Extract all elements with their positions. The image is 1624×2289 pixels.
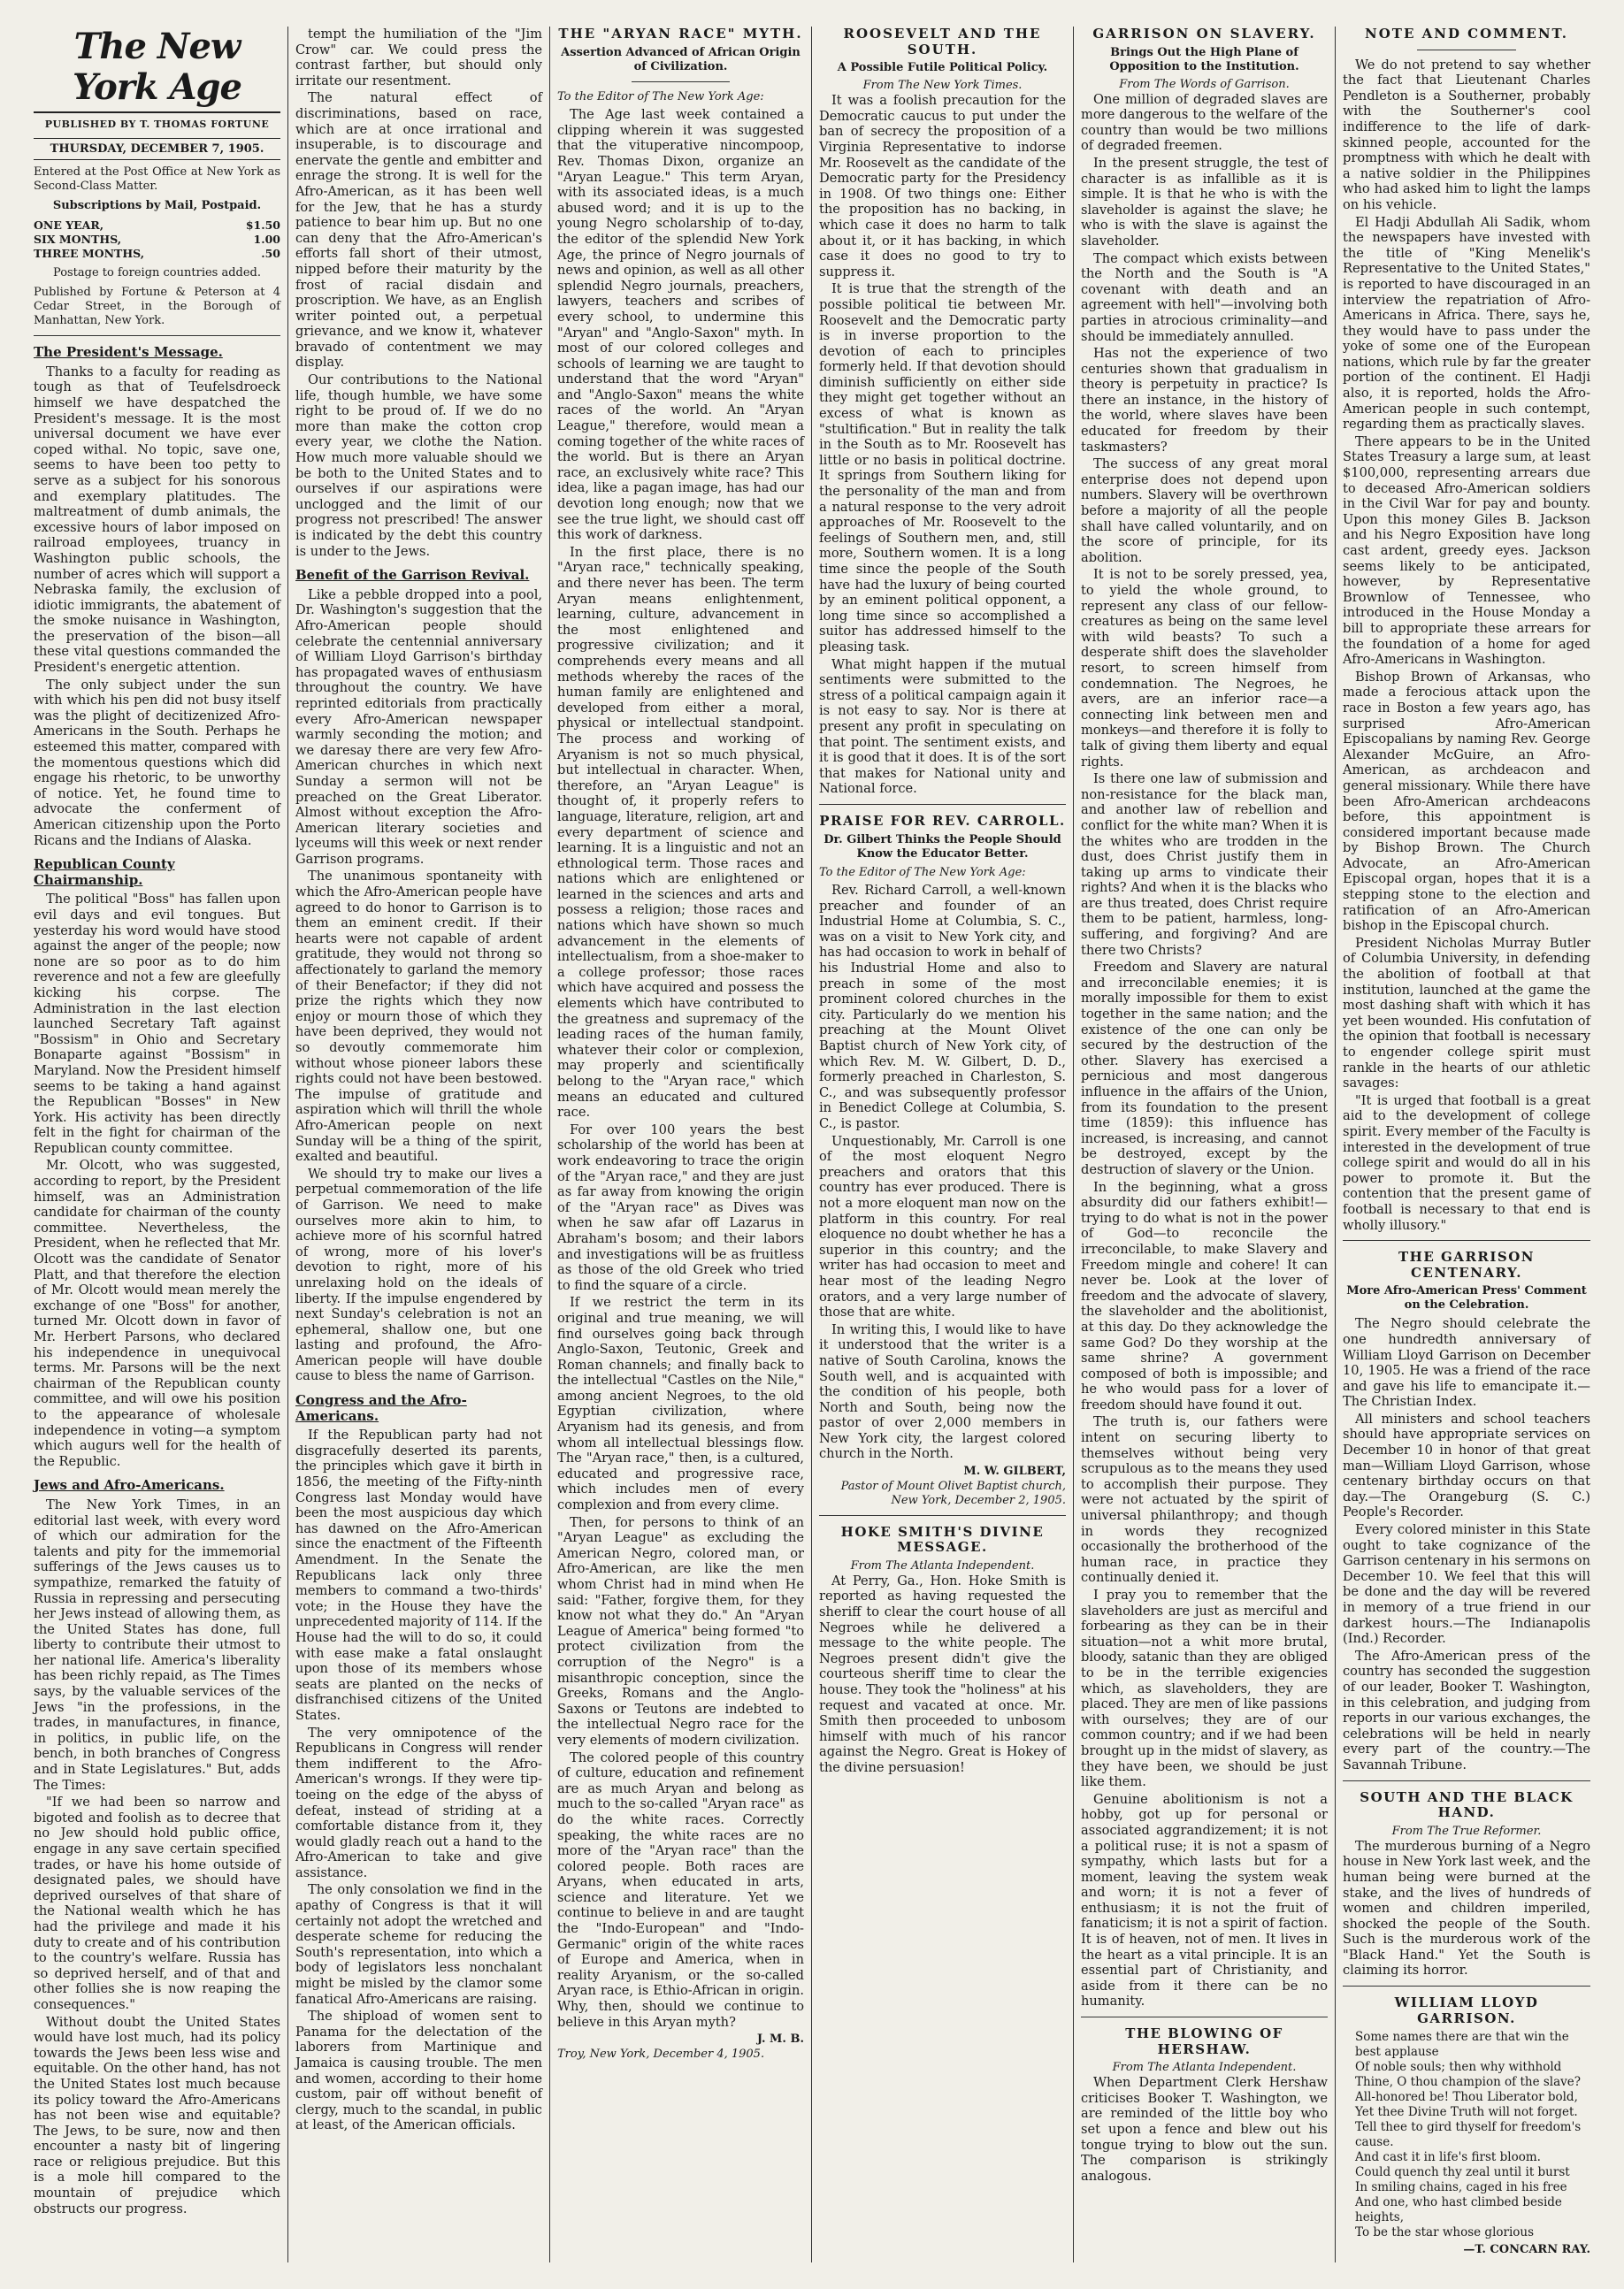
poem-line: Thine, O thou champion of the slave?: [1355, 2075, 1582, 2090]
signature-initials: J. M. B.: [756, 2033, 804, 2047]
divider: [819, 1515, 1066, 1516]
article-source: From The New York Times.: [862, 79, 1023, 93]
article-title: GARRISON ON SLAVERY.: [1092, 27, 1316, 42]
column-2: [288, 27, 550, 2262]
poem-line: heights,: [1355, 2210, 1404, 2225]
postage-note: Postage to foreign countries added.: [52, 266, 262, 280]
column-5: [1074, 27, 1336, 2262]
article-paragraph: Unquestionably, Mr. Carroll is one of the most eloquent Negro preachers and orators that this country has ever produced. There is not a more eloquent man now on the platform in this country. For real eloquence no doubt whether he has a superior in this country; and the writer has had occasion to meet and hear most of the leading Negro orators, and a very large number of those that are white.: [819, 1133, 1066, 1321]
article-title: ROOSEVELT AND THE SOUTH.: [843, 27, 1042, 57]
divider: [819, 804, 1066, 805]
article-paragraph: The only consolation we find in the apathy of Congress is that it will certainly not adopt the wretched and desperate scheme for reducing the South's representation, into which a body of legislators less nonchalant might be misled by the clamor some fanatical Afro-Americans are raising.: [295, 1882, 542, 2007]
poem: [1343, 2030, 1590, 2240]
article-paragraph: All ministers and school teachers should have appropriate services on December 10 in honor of that great man—William Lloyd Garrison, whose centenary birthday occurs on that day.—The Orangeburg (S. C.) People's Recorder.: [1343, 1411, 1590, 1520]
article-paragraph: Is there one law of submission and non-resistance for the black man, and another law of rebellion and conflict for the white man? When it is the whites who are trodden in the dust, does Christ justify them in taking up arms to vindicate their rights? And when it is the blacks who are thus treated, does Christ require them to be patient, harmless, long-suffering, and forgiving? And are there two Christs?: [1081, 771, 1328, 958]
article-paragraph: The Negro should celebrate the one hundredth anniversary of William Lloyd Garrison on December 10, 1905. He was a friend of the race and gave his life to emancipate it.—The Christian Index.: [1343, 1316, 1590, 1410]
article-paragraph: The Age last week contained a clipping wherein it was suggested that the vituperative nincompoop, Rev. Thomas Dixon, organize an "Aryan League." This term Aryan, with its associated ideas, is a much abused word; and it is up to the young Negro scholarship of to-day, the editor of the splendid New York Age, the prince of Negro journals of news and opinion, as well as all other splendid Negro journals, preachers, lawyers, teachers and scribes of every school, to undermine this "Aryan" and "Anglo-Saxon" myth. In most of our colored colleges and schools of learning we are taught to understand that the word "Aryan" and "Anglo-Saxon" means the white races of the world. An "Aryan League," therefore, would mean a coming together of the white races of the world. But is there an Aryan race, an exclusively white race? This idea, like a pagan image, has had our devotion long enough; now that we see the true light, we should cast off this work of darkness.: [557, 107, 804, 543]
article-paragraph: Every colored minister in this State ought to take cognizance of the Garrison centenary in his sermons on December 10. We feel that this will be done and the day will be revered in memory of a true friend in our darkest hours.—The Indianapolis (Ind.) Recorder.: [1343, 1522, 1590, 1647]
article-paragraph: At Perry, Ga., Hon. Hoke Smith is reported as having requested the sheriff to clear the court house of all Negroes while he delivered a message to the white people. The Negroes present didn't give the courteous sheriff time to clear the house. They took the "holiness" at his request and vacated at once. Mr. Smith then proceeded to unbosom himself with much of his rancor against the Negro. Great is Hokey of the divine persuasion!: [819, 1573, 1066, 1775]
column-3: [550, 27, 812, 2262]
article-subhead: Assertion Advanced of African Origin of Civilization.: [561, 45, 801, 73]
column-1: [27, 27, 288, 2262]
article-paragraph: Mr. Olcott, who was suggested, according to report, by the President himself, was an Administration candidate for chairman of the county committee. Nevertheless, the President, when he reflected that Mr. Olcott was the candidate of Senator Platt, and that therefore the election of Mr. Olcott would mean merely the exchange of one "Boss" for another, turned Mr. Olcott down in favor of Mr. Herbert Parsons, who declared his independence in unequivocal terms. Mr. Parsons will be the next chairman of the Republican county committee, and will owe his position to the appearance of wholesale independence in voting—a symptom which augurs well for the health of the Republic.: [34, 1158, 280, 1469]
article-subhead: More Afro-American Press' Comment on the Celebration.: [1346, 1284, 1587, 1313]
article-paragraph: Then, for persons to think of an "Aryan League" as excluding the American Negro, colored man, or Afro-American, are like the men whom Christ had in mind when He said: "Father, forgive them, for they know not what they do." An "Aryan League of America" being formed "to protect civilization from the corruption of the Negro" is a misanthropic conception, since the Greeks, Romans and the Anglo-Saxons or Teutons are indebted to the intellectual Negro race for the very elements of modern civilization.: [557, 1514, 804, 1748]
article-paragraph: When Department Clerk Hershaw criticises Booker T. Washington, we are reminded of the little boy who set upon a fence and blew out his tongue trying to blow out the sun. The comparison is strikingly analogous.: [1081, 2075, 1328, 2184]
article-paragraph: In the first place, there is no "Aryan race," technically speaking, and there never has been. The term Aryan means enlightenment, learning, culture, advancement in the most enlightened and progressive civilization; and it comprehends every means and all methods whereby the races of the human family are enlightened and developed from either a moral, physical or intellectual standpoint. The process and working of Aryanism is not so much physical, but intellectual in character. When, therefore, an "Aryan League" is thought of, it properly refers to language, literature, religion, art and every department of science and learning. It is a linguistic and not an ethnological term. Those races and nations which are enlightened or learned in the sciences and arts and possess a religion; those races and nations which have shown so much advancement in the elements of intellectualism, from a shoe-maker to a college professor; those races which have acquired and possess the elements which have contributed to the greatness and supremacy of the leading races of the human family, whatever their color or complexion, may properly and scientifically belong to the "Aryan race," which means an educated and cultured race.: [557, 544, 804, 1121]
article-paragraph: Bishop Brown of Arkansas, who made a ferocious attack upon the race in Boston a few years ago, has surprised Afro-American Episcopalians by naming Rev. George Alexander McGuire, an Afro-American, as archdeacon and general missionary. While there have been Afro-American archdeacons before, this appointment is considered important because made by Bishop Brown. The Church Advocate, an Afro-American Episcopal organ, hopes that it is a stepping stone to the election and ratification of an Afro-American bishop in the Episcopal church.: [1343, 669, 1590, 934]
article-paragraph: It is not to be sorely pressed, yea, to yield the whole ground, to represent any class of our fellow-creatures as being on the same level with wild beasts? To such a desperate shift does the slaveholder resort, to screen himself from condemnation. The Negroes, he avers, are an inferior race—a connecting link between men and monkeys—and therefore it is folly to talk of giving them liberty and equal rights.: [1081, 567, 1328, 769]
article-paragraph: The success of any great moral enterprise does not depend upon numbers. Slavery will be overthrown before a majority of all the people shall have called voluntarily, and on the score of principle, for its abolition.: [1081, 456, 1328, 565]
article-paragraph: There appears to be in the United States Treasury a large sum, at least $100,000, representing arrears due to deceased Afro-American soldiers in the Civil War for pay and bounty. Upon this money Giles B. Jackson and his Negro Exposition have long cast ardent, greedy eyes. Jackson seems likely to be anticipated, however, by Representative Brownlow of Tennessee, who introduced in the House Monday a bill to appropriate these arrears for the foundation of a home for aged Afro-Americans in Washington.: [1343, 433, 1590, 668]
article-paragraph: The very omnipotence of the Republicans in Congress will render them indifferent to the Afro-American's wrongs. If they were tip-toeing on the edge of the abyss of defeat, instead of striding at a comfortable distance from it, they would gladly reach out a hand to the Afro-American to take and give assistance.: [295, 1725, 542, 1880]
divider: [1343, 1780, 1590, 1781]
article-paragraph: One million of degraded slaves are more dangerous to the welfare of the country than would be two millions of degraded freemen.: [1081, 91, 1328, 154]
article-paragraph: What might happen if the mutual sentiments were submitted to the stress of a political campaign again it is not easy to say. Nor is there at present any profit in speculating on that point. The sentiment exists, and it is good that it does. It is of the sort that makes for National unity and National force.: [819, 656, 1066, 797]
signature-title: Pastor of Mount Olivet Baptist church, New York, December 2, 1905.: [840, 1479, 1066, 1507]
article-paragraph: President Nicholas Murray Butler of Columbia University, in defending the abolition of football at that institution, launched at the game the most dashing shaft with which it has yet been wounded. His confutation of the opinion that football is necessary to engender college spirit must rankle in the hearts of our athletic savages:: [1343, 935, 1590, 1091]
article-paragraph: Rev. Richard Carroll, a well-known preacher and founder of an Industrial Home at Columbia, S. C., was on a visit to New York city, and has had occasion to work in behalf of his Industrial Home and also to preach in some of the most prominent colored churches in the city. Particularly do we mention his preaching at the Mount Olivet Baptist church of New York city, of which Rev. M. W. Gilbert, D. D., formerly preached in Charleston, S. C., and was subsequently professor in Benedict College at Columbia, S. C., is pastor.: [819, 883, 1066, 1131]
poem-line: Some names there are that win the best applause: [1355, 2030, 1569, 2060]
article-title: NOTE AND COMMENT.: [1365, 27, 1568, 42]
article-paragraph: The only subject under the sun with which his pen did not busy itself was the plight of decitizenized Afro-Americans in the South. Perhaps he esteemed this matter, compared with the momentous questions which did engage his rhetoric, to be unworthy of notice. Yet, he found time to advocate the conferment of American citizenship upon the Porto Ricans and the Indians of Alaska.: [34, 677, 280, 848]
article-subhead: Dr. Gilbert Thinks the People Should Know the Educator Better.: [823, 832, 1061, 861]
article-heading: Jews and Afro-Americans.: [34, 1477, 225, 1494]
article-paragraph: "If we had been so narrow and bigoted and foolish as to decree that no Jew should hold public office, engage in any save certain specified trades, or have his home outside of designated pales, we should have deprived ourselves of that share of the National wealth which he has had the privilege and made it his duty to create and of his contribution to the country's welfare. Russia has so deprived herself, and of that and other follies she is now reaping the consequences.": [34, 1795, 280, 2012]
poem-line: Could quench thy zeal until it burst: [1355, 2165, 1570, 2180]
article-paragraph: The natural effect of discriminations, based on race, which are at once irrational and insuperable, is to discourage and enervate the gentle and embitter and enrage the strong. It is well for the Afro-American, as it has been well for the Jew, that he has a sturdy patience to bear him up. But no one can deny that the Afro-American's efforts fall short of their utmost, nipped before their maturity by the frost of racial disdain and proscription. We have, as an English writer pointed out, a perpetual grievance, and we know it, whatever bravado of contentment we may display.: [295, 90, 542, 371]
article-heading: Republican County Chairmanship.: [34, 856, 175, 888]
poem-signature: —T. CONCARN RAY.: [1463, 2243, 1590, 2257]
poem-line: And cast it in life's first bloom.: [1355, 2150, 1541, 2165]
article-title: THE GARRISON CENTENARY.: [1398, 1249, 1535, 1281]
article-paragraph: Without doubt the United States would have lost much, had its policy towards the Jews been less wise and equitable. On the other hand, has not the United States lost much because its policy toward the Afro-Americans has not been wise and equitable? The Jews, to be sure, now and then encounter a nasty bit of lingering race or religious prejudice. But this is a mole hill compared to the mountain of prejudice which obstructs our progress.: [34, 2014, 280, 2216]
poem-line: And one, who hast climbed beside: [1355, 2195, 1562, 2210]
article-paragraph: It is true that the strength of the possible political tie between Mr. Roosevelt and the Democratic party is in inverse proportion to the devotion of each to principles formerly held. If that devotion should diminish sufficiently on either side they might get together without an excess of what is known as "stultification." But in reality the talk in the South as to Mr. Roosevelt has little or no basis in political doctrine. It springs from Southern liking for the personality of the man and from a natural response to the very adroit approaches of Mr. Roosevelt to the feelings of Southern men, and, still more, Southern women. It is a long time since the people of the South have had the luxury of being courted by an eminent political opponent, a long time since so accomplished a suitor has addressed himself to the pleasing task.: [819, 281, 1066, 655]
article-paragraph: Our contributions to the National life, though humble, we have some right to be proud of. If we do no more than make the cotton crop every year, we clothe the Nation. How much more valuable should we be both to the United States and to ourselves if our aspirations were unclogged and the limit of our progress not prescribed! The answer is indicated by the debt this country is under to the Jews.: [295, 372, 542, 559]
article-paragraph: If the Republican party had not disgracefully deserted its parents, the principles which gave it birth in 1856, the meeting of the Fifty-ninth Congress last Monday would have been the most auspicious day which has dawned on the Afro-American since the enactment of the Fifteenth Amendment. In the Senate the Republicans lack only three members to command a two-thirds' vote; in the House they have the unprecedented majority of 114. If the House had the will to do so, it could with ease make a fatal onslaught upon those of its members whose seats are planted on the necks of disfranchised citizens of the United States.: [295, 1428, 542, 1723]
article-paragraph: The murderous burning of a Negro house in New York last week, and the human being were burned at the stake, and the lives of hundreds of women and children imperiled, shocked the people of the South. Such is the murderous work of the "Black Hand." Yet the South is claiming its horror.: [1343, 1838, 1590, 1979]
article-source: From The Atlanta Independent.: [1112, 2061, 1297, 2075]
divider: [1343, 1986, 1590, 1987]
poem-line: In smiling chains, caged in his free: [1355, 2180, 1567, 2195]
article-paragraph: The Afro-American press of the country has seconded the suggestion of our leader, Booker T. Washington, in this celebration, and judging from reports in our various exchanges, the celebrations will be held in nearly every part of the country.—The Savannah Tribune.: [1343, 1648, 1590, 1772]
entered-notice: Entered at the Post Office at New York as Second-Class Matter.: [34, 165, 280, 194]
article-paragraph: For over 100 years the best scholarship of the world has been at work endeavoring to trace the origin of the "Aryan race," and they are just as far away from knowing the origin of the "Aryan race" as Dives was when he saw afar off Lazarus in Abraham's bosom; and their labors and investigations will be as fruitless as those of the old Greek who tried to find the square of a circle.: [557, 1122, 804, 1293]
article-paragraph: It was a foolish precaution for the Democratic caucus to put under the ban of secrecy the proposition of a Virginia Representative to indorse Mr. Roosevelt as the candidate of the Democratic party for the Presidency in 1908. Of two things one: Either the proposition has no backing, in which case it does no harm to talk about it, or it has backing, in which case it does no good to try to suppress it.: [819, 93, 1066, 279]
article-paragraph: The political "Boss" has fallen upon evil days and evil tongues. But yesterday his word would have stood against the anger of the people; now none are so poor as to do him reverence and not a few are gleefully kicking his corpse. The Administration in the last election launched Secretary Taft against "Bossism" in Ohio and Secretary Bonaparte against "Bossism" in Maryland. Now the President himself seems to be taking a hand against the Republican "Bosses" in New York. His activity has been directly felt in the fight for chairman of the Republican county committee.: [34, 892, 280, 1156]
article-paragraph: The compact which exists between the North and the South is "A covenant with death and an agreement with hell"—involving both parties in atrocious criminality—and should be immediately annulled.: [1081, 250, 1328, 344]
article-paragraph: I pray you to remember that the slaveholders are just as merciful and forbearing as they can be in their situation—not a whit more brutal, bloody, satanic than they are obliged to be in the terrible exigencies which, as slaveholders, they are placed. They are men of like passions with ourselves; they are of our common country; and if we had been brought up in the midst of slavery, as they have been, we should be just like them.: [1081, 1588, 1328, 1790]
rate-row: SIX MONTHS, 1.00: [34, 233, 280, 247]
issue-date: THURSDAY, DECEMBER 7, 1905.: [34, 138, 280, 161]
article-paragraph: The shipload of women sent to Panama for the delectation of the laborers from Martinique and Jamaica is causing trouble. The men and women, according to their home custom, pair off without benefit of clergy, much to the scandal, in public at least, of the American officials.: [295, 2009, 542, 2133]
article-paragraph: In the present struggle, the test of character is as infallible as it is simple. It is that he who is with the slaveholder is against the slave; he who is with the slave is against the slaveholder.: [1081, 155, 1328, 249]
article-title: SOUTH AND THE BLACK HAND.: [1360, 1788, 1574, 1821]
article-paragraph: The colored people of this country of culture, education and refinement are as much Aryan and belong as much to the so-called "Aryan race" as do the white races. Correctly speaking, the white races are no more of the "Aryan race" than the colored people. Both races are Aryans, when educated in arts, science and literature. Yet we continue to believe in and are taught the "Indo-European" and "Indo-Germanic" origin of the white races of Europe and America, when in reality Aryanism, or the so-called Aryan race, is Ethio-African in origin. Why, then, should we continue to believe in this Aryan myth?: [557, 1749, 804, 2030]
published-by: PUBLISHED BY T. THOMAS FORTUNE: [44, 119, 270, 130]
poem-line: Of noble souls; then why withhold: [1355, 2060, 1562, 2075]
article-title: WILLIAM LLOYD GARRISON.: [1394, 1994, 1539, 2026]
article-subhead: Brings Out the High Plane of Opposition to the Institution.: [1109, 45, 1299, 73]
salutation: To the Editor of The New York Age:: [819, 865, 1026, 879]
article-heading: The President's Message.: [34, 344, 223, 361]
article-paragraph: The unanimous spontaneity with which the Afro-American people have agreed to do honor to Garrison is to them an eminent credit. If their hearts were not capable of ardent gratitude, they would not throng so affectionately to garland the memory of their Benefactor; if they did not prize the rights which they now enjoy or mourn those of which they have been deprived, they would not so devoutly commemorate him without whose pioneer labors these rights could not have been bestowed. The impulse of gratitude and aspiration which will thrill the whole Afro-American people on next Sunday will be a thing of the spirit, exalted and beautiful.: [295, 869, 542, 1165]
article-paragraph: The New York Times, in an editorial last week, with every word of which our admiration for the talents and pity for the immemorial sufferings of the Jews causes us to sympathize, remarked the fatuity of Russia in repressing and persecuting her Jews instead of allowing them, as the United States has done, full liberty to contribute their utmost to her national life. America's liberality has been richly repaid, as The Times says, by the valuable services of the Jews "in the professions, in the trades, in manufactures, in finance, in politics, in public life, on the bench, in both branches of Congress and in State Legislatures." But, adds The Times:: [34, 1497, 280, 1793]
article-paragraph: We should try to make our lives a perpetual commemoration of the life of Garrison. We need to make ourselves more akin to him, to achieve more of his scornful hatred of wrong, more of his lover's devotion to right, more of his unrelaxing hold on the ideals of liberty. If the impulse engendered by next Sunday's celebration is not an ephemeral, shallow one, but one lasting and profound, the Afro-American people will have double cause to bless the name of Garrison.: [295, 1166, 542, 1384]
poem-line: Yet thee Divine Truth will not forget.: [1355, 2105, 1578, 2120]
article-paragraph: Like a pebble dropped into a pool, Dr. Washington's suggestion that the Afro-American people should celebrate the centennial anniversary of William Lloyd Garrison's birthday has propagated waves of enthusiasm throughout the country. We have reprinted editorials from practically every Afro-American newspaper warmly seconding the motion; and we daresay there are very few Afro-American churches in which next Sunday a sermon will not be preached on the Great Liberator. Almost without exception the Afro-American literary societies and lyceums will this week or next render Garrison programs.: [295, 586, 542, 867]
divider: [632, 81, 731, 82]
column-4: [812, 27, 1074, 2262]
article-source: From The Words of Garrison.: [1119, 77, 1290, 91]
article-paragraph: Freedom and Slavery are natural and irreconcilable enemies; it is morally impossible for them to exist together in the same nation; and the existence of the one can only be secured by the destruction of the other. Slavery has exercised a pernicious and most dangerous influence in the affairs of the Union, from its foundation to the present time (1859): this influence has increased, is increasing, and cannot be destroyed, except by the destruction of slavery or the Union.: [1081, 960, 1328, 1177]
subscription-rates: [34, 218, 280, 261]
subscriptions-heading: Subscriptions by Mail, Postpaid.: [52, 199, 262, 213]
article-source: From The True Reformer.: [1391, 1824, 1542, 1838]
article-title: THE BLOWING OF HERSHAW.: [1125, 2025, 1283, 2057]
article-paragraph: Has not the experience of two centuries shown that gradualism in theory is perpetuity in practice? Is there an instance, in the history of the world, where slaves have been educated for freedom by their taskmasters?: [1081, 346, 1328, 455]
article-paragraph: Genuine abolitionism is not a hobby, got up for personal or associated aggrandizement; it is not a political ruse; it is not a spasm of sympathy, which lasts but for a moment, leaving the system weak and worn; it is not a fever of enthusiasm; it is not the fruit of fanaticism; it is not a spirit of faction. It is of heaven, not of men. It lives in the heart as a vital principle. It is an essential part of Christianity, and aside from it there can be no humanity.: [1081, 1791, 1328, 2010]
poem-line: To be the star whose glorious: [1355, 2225, 1535, 2240]
publisher-note: Published by Fortune & Peterson at 4 Cedar Street, in the Borough of Manhattan, New York.: [34, 286, 280, 328]
newspaper-page: [27, 27, 1601, 2262]
salutation: To the Editor of The New York Age:: [557, 89, 764, 103]
divider: [34, 335, 280, 336]
article-paragraph: We do not pretend to say whether the fact that Lieutenant Charles Pendleton is a Southerner, probably with the Southerner's cool indifference to the life of dark-skinned people, accounted for the promptness with which he dealt with a native soldier in the Philippines who had asked him to light the lamps on his vehicle.: [1343, 57, 1590, 212]
article-title: HOKE SMITH'S DIVINE MESSAGE.: [840, 1523, 1045, 1556]
rate-row: THREE MONTHS, .50: [34, 247, 280, 261]
article-paragraph: If we restrict the term in its original and true meaning, we will find ourselves going back through Anglo-Saxon, Teutonic, Greek and Roman channels; and finally back to the intellectual "Castles on the Nile," among ancient Negroes, to the old Egyptian civilization, where Aryanism had its genesis, and from whom all intellectual blessings flow. The "Aryan race," then, is a cultured, educated and progressive race, which includes men of every complexion and from every clime.: [557, 1295, 804, 1513]
article-paragraph: Thanks to a faculty for reading as tough as that of Teufelsdroeck himself we have despatched the President's message. It is the most universal document we have ever coped withal. No topic, save one, seems to have been too petty to serve as a subject for his sonorous and exemplary platitudes. The maltreatment of dumb animals, the excessive hours of labor imposed on railroad employees, truancy in Washington public schools, the number of acres which will support a Nebraska family, the exclusion of idiotic immigrants, the abatement of the smoke nuisance in Washington, the preservation of the bison—all these vital questions commanded the President's energetic attention.: [34, 364, 280, 676]
rate-row: ONE YEAR, $1.50: [34, 218, 280, 233]
poem-line: Tell thee to gird thyself for freedom's cause.: [1355, 2120, 1582, 2150]
article-paragraph: In writing this, I would like to have it understood that the writer is a native of South Carolina, knows the South well, and is acquainted with the condition of his people, both North and South, being now the pastor of over 2,000 members in New York city, the largest colored church in the North.: [819, 1321, 1066, 1462]
article-heading: Congress and the Afro-Americans.: [295, 1392, 467, 1424]
article-subhead: A Possible Futile Political Policy.: [837, 61, 1048, 75]
article-paragraph: El Hadji Abdullah Ali Sadik, whom the newspapers have invested with the title of "King Menelik's Representative to the United States," is reported to have discouraged in an interview the repatriation of Afro-Americans in Africa. There, says he, they would have to pass under the yoke of some one of the European nations, which rule by far the greater portion of the continent. El Hadji also, it is reported, holds the Afro-American people in such contempt, regarding them as practically slaves.: [1343, 214, 1590, 433]
article-source: From The Atlanta Independent.: [850, 1558, 1035, 1573]
divider: [1343, 1240, 1590, 1241]
article-title: PRAISE FOR REV. CARROLL.: [819, 812, 1066, 829]
article-title: THE "ARYAN RACE" MYTH.: [558, 27, 803, 42]
poem-line: All-honored be! Thou Liberator bold,: [1355, 2090, 1578, 2105]
signature-place: Troy, New York, December 4, 1905.: [557, 2047, 765, 2061]
signature-name: M. W. GILBERT,: [963, 1465, 1066, 1479]
article-paragraph: "It is urged that football is a great aid to the development of college spirit. Every member of the Faculty is interested in the development of true college spirit and would do all in his power to promote it. But the contention that the present game of football is necessary to that end is wholly illusory.": [1343, 1092, 1590, 1233]
masthead: The New York Age: [34, 27, 280, 113]
article-paragraph: The truth is, our fathers were intent on securing liberty to themselves without being very scrupulous as to the means they used to accomplish their purpose. They were not actuated by the spirit of universal philanthropy; and though in words they recognized occasionally the brotherhood of the human race, in practice they continually denied it.: [1081, 1414, 1328, 1586]
article-paragraph: In the beginning, what a gross absurdity did our fathers exhibit!—trying to do what is not in the power of God—to reconcile the irreconcilable, to make Slavery and Freedom mingle and cohere! It can never be. Look at the lover of freedom and the advocate of slavery, the slaveholder and the abolitionist, at this day. Do they acknowledge the same God? Do they worship at the same shrine? A government composed of both is impossible; and he who would pass for a lover of freedom should have found it out.: [1081, 1179, 1328, 1412]
column-6: [1336, 27, 1597, 2262]
article-heading: Benefit of the Garrison Revival.: [295, 567, 530, 584]
article-paragraph: tempt the humiliation of the "Jim Crow" car. We could press the contrast farther, but should only irritate our resentment.: [295, 27, 542, 88]
